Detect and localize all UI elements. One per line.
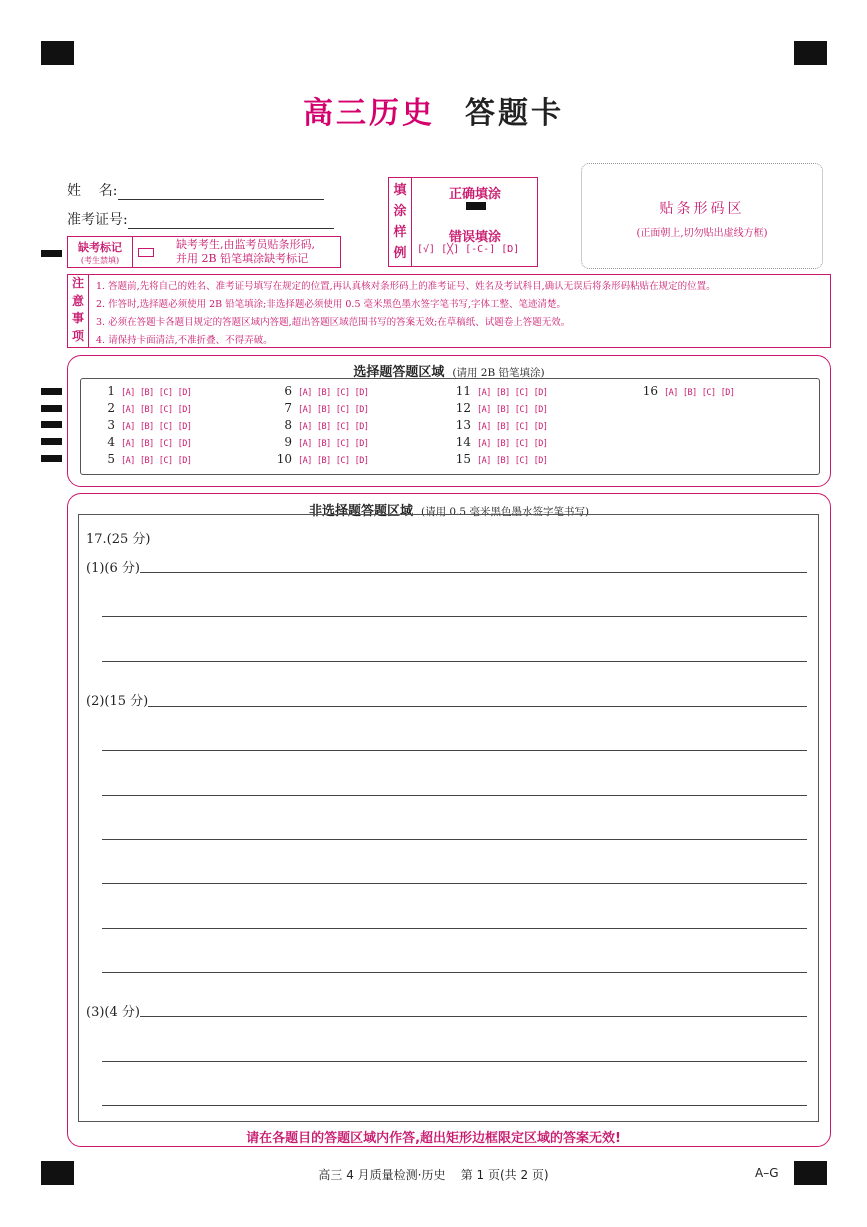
answer-bubble[interactable]: [C] [335, 422, 350, 432]
timing-mark [41, 421, 62, 428]
answer-bubble[interactable]: [A] [477, 405, 491, 415]
answer-bubble[interactable]: [D] [177, 388, 192, 398]
mc-question [455, 418, 552, 432]
answer-area-warning: 请在各题目的答题区域内作答,超出矩形边框限定区域的答案无效! [246, 1131, 621, 1146]
answer-bubble[interactable]: [D] [533, 422, 548, 432]
write-line[interactable] [102, 972, 807, 973]
mc-title-text: 选择题答题区域 [353, 365, 445, 380]
question-number: 9 [284, 435, 292, 449]
answer-bubble[interactable]: [D] [354, 405, 369, 415]
answer-bubble[interactable]: [D] [533, 456, 548, 466]
notes-side-char: 事 [71, 311, 84, 325]
mc-question [276, 418, 373, 432]
note-item: 4. 请保持卡面清洁,不准折叠、不得弄破。 [96, 335, 273, 346]
answer-bubble[interactable]: [B] [682, 388, 697, 398]
answer-bubble[interactable]: [D] [354, 439, 369, 449]
question-number: 10 [276, 452, 292, 466]
write-line[interactable] [102, 1105, 807, 1106]
sample-side-char: 样 [393, 225, 407, 240]
absent-instruction-1: 缺考考生,由监考员贴条形码, [176, 238, 315, 251]
answer-bubble[interactable]: [D] [720, 388, 735, 398]
answer-bubble[interactable]: [B] [495, 388, 510, 398]
page-title [0, 88, 867, 132]
answer-bubble[interactable]: [A] [477, 439, 491, 449]
answer-bubble[interactable]: [B] [495, 439, 510, 449]
answer-bubble[interactable]: [C] [514, 422, 529, 432]
question-number: 14 [455, 435, 471, 449]
timing-mark [41, 250, 62, 257]
mc-question [99, 452, 196, 466]
answer-bubble[interactable]: [C] [158, 422, 173, 432]
answer-bubble[interactable]: [A] [477, 388, 491, 398]
answer-bubble[interactable]: [C] [158, 439, 173, 449]
notes-side-char: 注 [71, 276, 84, 290]
card-title: 答题卡 [465, 96, 564, 131]
answer-bubble[interactable]: [B] [495, 405, 510, 415]
question-number: 7 [284, 401, 292, 415]
mc-question [99, 384, 196, 398]
question-number: 15 [455, 452, 471, 466]
answer-bubble[interactable]: [C] [335, 439, 350, 449]
question-number: 12 [455, 401, 471, 415]
answer-bubble[interactable]: [A] [121, 456, 135, 466]
footer-text: 高三 4 月质量检测·历史 第 1 页(共 2 页) [318, 1168, 549, 1182]
answer-bubble[interactable]: [C] [158, 388, 173, 398]
timing-mark [41, 455, 62, 462]
mc-question [99, 418, 196, 432]
absent-sub: (考生禁填) [80, 256, 120, 265]
corner-mark-top-right [794, 41, 827, 65]
footer-code: A–G [755, 1166, 779, 1180]
question-number: 11 [455, 384, 471, 398]
part2-label: (2)(15 分) [86, 690, 148, 709]
note-item: 3. 必须在答题卡各题目规定的答题区域内答题,超出答题区域范围书写的答案无效;在草稿纸、试题卷上答题无效。 [96, 317, 571, 328]
answer-bubble[interactable]: [A] [298, 388, 312, 398]
write-line[interactable] [102, 1061, 807, 1062]
answer-bubble[interactable]: [D] [533, 439, 548, 449]
answer-bubble[interactable]: [D] [354, 422, 369, 432]
answer-bubble[interactable]: [C] [158, 456, 173, 466]
mc-question [276, 452, 373, 466]
write-line[interactable] [102, 928, 807, 929]
mc-question [99, 401, 196, 415]
question-number: 6 [284, 384, 292, 398]
timing-mark [41, 388, 62, 395]
answer-bubble[interactable]: [A] [121, 439, 135, 449]
wrong-mark: [Ɒ] [501, 244, 520, 255]
answer-bubble[interactable]: [A] [121, 388, 135, 398]
notes-side [68, 275, 89, 347]
answer-bubble[interactable]: [B] [495, 422, 510, 432]
note-item: 1. 答题前,先将自己的姓名、准考证号填写在规定的位置,再认真核对条形码上的准考证号、姓名及考试科目,确认无误后将条形码粘贴在规定的位置。 [96, 281, 716, 292]
answer-bubble[interactable]: [C] [335, 405, 350, 415]
answer-bubble[interactable]: [B] [139, 456, 154, 466]
barcode-title: 贴条形码区 [659, 201, 745, 217]
barcode-sub: (正面朝上,切勿贴出虚线方框) [636, 228, 768, 239]
mc-question [455, 452, 552, 466]
answer-bubble[interactable]: [D] [177, 456, 192, 466]
answer-bubble[interactable]: [A] [298, 405, 312, 415]
answer-bubble[interactable]: [B] [316, 388, 331, 398]
nonmc-title-text: 非选择题答题区域 [308, 504, 413, 519]
answer-bubble[interactable]: [A] [121, 422, 135, 432]
answer-bubble[interactable]: [A] [298, 456, 312, 466]
mc-question [276, 435, 373, 449]
mc-question [642, 384, 739, 398]
write-line[interactable] [86, 706, 807, 707]
answer-bubble[interactable]: [C] [335, 388, 350, 398]
answer-bubble[interactable]: [B] [139, 405, 154, 415]
exam-id-field[interactable] [67, 209, 334, 229]
question-number: 2 [107, 401, 115, 415]
write-line[interactable] [102, 883, 807, 884]
answer-bubble[interactable]: [D] [177, 405, 192, 415]
nonmc-note: (请用 0.5 毫米黑色墨水签字笔书写) [420, 506, 590, 518]
write-line[interactable] [86, 572, 807, 573]
sample-side-char: 例 [393, 246, 407, 261]
mc-question [455, 401, 552, 415]
answer-bubble[interactable]: [B] [139, 388, 154, 398]
answer-bubble[interactable]: [C] [335, 456, 350, 466]
question-number: 16 [642, 384, 658, 398]
answer-bubble[interactable]: [A] [298, 422, 312, 432]
absent-instruction-2: 并用 2B 铅笔填涂缺考标记 [176, 252, 309, 265]
exam-id-label: 准考证号: [67, 212, 128, 228]
wrong-mark: [-C-] [465, 244, 496, 255]
answer-box[interactable] [78, 514, 819, 1122]
answer-bubble[interactable]: [A] [298, 439, 312, 449]
answer-bubble[interactable]: [C] [158, 405, 173, 415]
absent-checkbox[interactable] [138, 248, 154, 257]
name-label: 姓 名: [67, 183, 118, 199]
page-footer [0, 1166, 867, 1183]
question-number: 5 [107, 452, 115, 466]
correct-fill-example [466, 202, 486, 210]
absent-mark-box [67, 236, 341, 268]
answer-bubble[interactable]: [C] [514, 456, 529, 466]
answer-bubble[interactable]: [B] [139, 422, 154, 432]
question-number: 3 [107, 418, 115, 432]
answer-bubble[interactable]: [B] [316, 422, 331, 432]
timing-mark [41, 438, 62, 445]
mc-question [455, 384, 552, 398]
answer-bubble[interactable]: [D] [177, 439, 192, 449]
question-number: 4 [107, 435, 115, 449]
write-line[interactable] [102, 661, 807, 662]
notes-box [67, 274, 831, 348]
notes-side-char: 项 [71, 328, 84, 343]
wrong-mark: [√] [417, 244, 436, 255]
answer-bubble[interactable]: [A] [477, 456, 491, 466]
absent-label: 缺考标记 [78, 241, 122, 254]
answer-bubble[interactable]: [B] [316, 405, 331, 415]
write-line[interactable] [86, 1016, 807, 1017]
answer-bubble[interactable]: [B] [495, 456, 510, 466]
timing-mark [41, 405, 62, 412]
write-line[interactable] [102, 750, 807, 751]
wrong-fill-examples [417, 244, 519, 255]
mc-question [455, 435, 552, 449]
name-line[interactable] [118, 185, 324, 200]
subject-title: 高三历史 [303, 96, 435, 131]
part1-label: (1)(6 分) [86, 557, 140, 576]
note-item: 2. 作答时,选择题必须使用 2B 铅笔填涂;非选择题必须使用 0.5 毫米黑色墨水签字笔书写,字体工整、笔迹清楚。 [96, 299, 567, 310]
write-line[interactable] [102, 616, 807, 617]
question-number: 8 [284, 418, 292, 432]
answer-bubble[interactable]: [A] [664, 388, 678, 398]
corner-mark-top-left [41, 41, 74, 65]
answer-bubble[interactable]: [A] [477, 422, 491, 432]
mc-question [99, 435, 196, 449]
exam-id-line[interactable] [128, 214, 334, 229]
answer-bubble[interactable]: [B] [139, 439, 154, 449]
notes-side-char: 意 [71, 293, 84, 308]
answer-bubble[interactable]: [C] [514, 388, 529, 398]
answer-bubble[interactable]: [B] [316, 439, 331, 449]
answer-bubble[interactable]: [D] [354, 456, 369, 466]
part3-label: (3)(4 分) [86, 1001, 140, 1020]
answer-bubble[interactable]: [A] [121, 405, 135, 415]
answer-bubble[interactable]: [B] [316, 456, 331, 466]
answer-bubble[interactable]: [C] [514, 439, 529, 449]
write-line[interactable] [102, 795, 807, 796]
answer-bubble[interactable]: [D] [533, 388, 548, 398]
name-field[interactable] [67, 180, 324, 200]
answer-bubble[interactable]: [D] [533, 405, 548, 415]
wrong-mark: [╳] [441, 244, 460, 255]
wrong-fill-label: 错误填涂 [449, 230, 502, 245]
question-number: 1 [107, 384, 115, 398]
barcode-area[interactable] [581, 163, 823, 269]
answer-bubble[interactable]: [D] [354, 388, 369, 398]
answer-bubble[interactable]: [C] [701, 388, 716, 398]
answer-bubble[interactable]: [C] [514, 405, 529, 415]
answer-bubble[interactable]: [D] [177, 422, 192, 432]
q17-label: 17.(25 分) [86, 528, 151, 547]
write-line[interactable] [102, 839, 807, 840]
sample-side-char: 涂 [393, 204, 407, 219]
mc-note: (请用 2B 铅笔填涂) [452, 367, 545, 379]
fill-sample-box [388, 177, 538, 267]
question-number: 13 [455, 418, 471, 432]
correct-fill-label: 正确填涂 [449, 187, 502, 202]
sample-side-char: 填 [393, 183, 407, 198]
mc-question [276, 401, 373, 415]
mc-question [276, 384, 373, 398]
